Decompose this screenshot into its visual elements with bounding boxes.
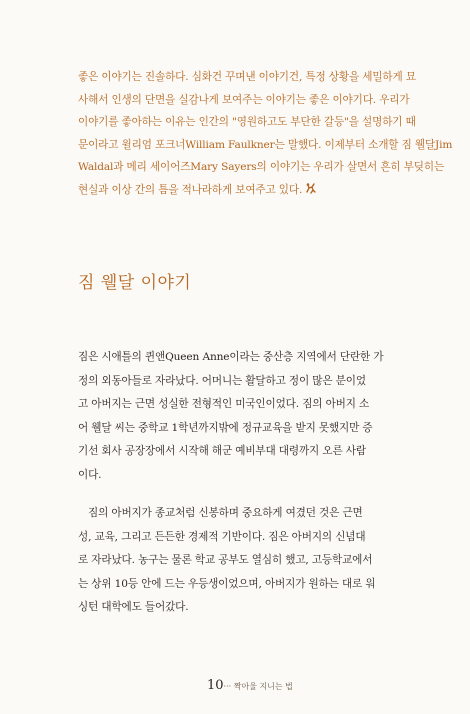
page-number: 10 (207, 678, 224, 693)
intro-line: 문이라고 윌리엄 포크너William Faulkner는 말했다. 이제부터 소개할 짐 웰달Jim (78, 138, 453, 151)
running-title: ··· 짝아울 지니는 법 (223, 682, 293, 691)
intro-line: 좋은 이야기는 진솔하다. 심화건 꾸며낸 이야기건, 특정 상황을 세밀하게 묘 (78, 71, 416, 83)
paragraph-line: 짐의 아버지가 종교처럼 신봉하며 중요하게 여겼던 것은 근면 (88, 507, 363, 519)
intro-line: Waldal과 메리 세이어즈Mary Sayers의 이야기는 우리가 살면서 흔히 부딪히는 (78, 161, 445, 174)
paragraph-line: 기선 회사 공장장에서 시작해 해군 예비부대 대령까지 오른 사람 (78, 445, 366, 458)
intro-line-last (78, 179, 408, 202)
dancing-figure-icon (305, 183, 317, 194)
paragraph-line: 어 웰달 씨는 중학교 1학년까지밖에 정규교육을 받지 못했지만 증 (78, 421, 373, 434)
paragraph-line: 이다. (78, 468, 102, 481)
paragraph-line: 성, 교육, 그리고 든든한 경제적 기반이다. 짐은 아버지의 신념대 (78, 530, 366, 543)
paragraph-line: 짐은 시애틀의 퀸앤Queen Anne이라는 중산층 지역에서 단란한 가 (78, 351, 384, 363)
intro-line: 현실과 이상 간의 틈을 적나라하게 보여주고 있다. (78, 183, 303, 196)
section-title: 짐 웰달 이야기 (78, 273, 192, 293)
intro-line: 이야기를 좋아하는 이유는 인간의 "영원하고도 부단한 갈등"을 설명하기 때 (78, 116, 416, 129)
paragraph-line: 는 상위 10등 안에 드는 우등생이었으며, 아버지가 원하는 대로 워 (78, 577, 376, 590)
paragraph-line: 정의 외동아들로 자라났다. 어머니는 활달하고 정이 많은 분이었 (78, 374, 366, 387)
paragraph-line: 싱턴 대학에도 들어갔다. (78, 601, 189, 614)
paragraph-2 (78, 502, 408, 620)
intro-line: 사해서 인생의 단면을 실감나게 보여주는 이야기는 좋은 이야기다. 우리가 (78, 93, 410, 106)
intro-text (78, 66, 453, 202)
paragraph-1 (78, 346, 408, 488)
page-footer (207, 678, 293, 693)
paragraph-line: 로 자라났다. 농구는 물론 학교 공부도 열심히 했고, 고등학교에서 (78, 554, 373, 567)
paragraph-line: 고 아버지는 근면 성실한 전형적인 미국인이었다. 짐의 아버지 소 (78, 398, 370, 411)
